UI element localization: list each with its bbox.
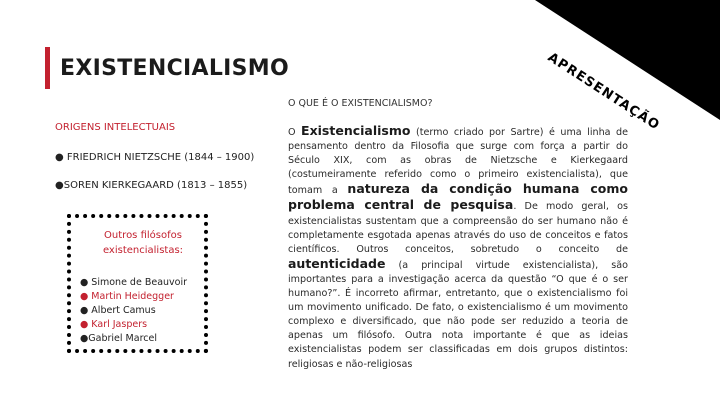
other-philosophers-list	[80, 276, 196, 346]
list-item: ● Martin Heidegger	[80, 291, 174, 302]
text-run: O	[288, 127, 302, 138]
slide-title: EXISTENCIALISMO	[60, 56, 289, 81]
term-existencialismo: Existencialismo	[301, 123, 411, 138]
philosopher-nietzsche: ● FRIEDRICH NIETZSCHE (1844 – 1900)	[55, 152, 255, 163]
text-run: (a principal virtude existencialista), são importantes para a investigação acerca da questão “O que é o ser humano?”. É incorreto afirmar, entretanto, que o existencialismo foi um movimento unificado. De fato, o existencialismo é um movimento complexo e diversificado, que não pode ser reduzido a teoria de apenas um filósofo. Outra nota importante é que as ideias existencialistas podem ser classificadas em dois grupos distintos: religiosas e não-religiosas	[288, 259, 628, 370]
philosopher-kierkegaard: ●SOREN KIERKEGAARD (1813 – 1855)	[55, 180, 248, 191]
list-item: ●Gabriel Marcel	[80, 333, 157, 344]
question-heading: O QUE É O EXISTENCIALISMO?	[288, 98, 433, 109]
box-heading: Outros filósofos existencialistas:	[102, 230, 184, 256]
body-paragraph	[288, 124, 628, 372]
text-run: (termo criado por Sartre) é uma linha de pensamento dentro da Filosofia que surge com força a partir do Século XIX, com as obras de Nietzsche e Kierkegaard (costumeiramente referido como o primeiro existencialista), que tomam a	[288, 127, 629, 197]
list-item: ● Karl Jaspers	[80, 319, 148, 330]
origins-heading: ORIGENS INTELECTUAIS	[55, 122, 176, 133]
other-philosophers-box	[67, 214, 208, 353]
corner-label: APRESENTAÇÃO	[544, 50, 663, 134]
list-item: ● Albert Camus	[80, 305, 156, 316]
text-run: . De modo geral, os existencialistas sustentam que a compreensão do ser humano não é completamente esgotada apenas através do uso de conceitos e fatos científicos. Outros conceitos, sobretudo o conceito de	[288, 201, 628, 255]
list-item: ● Simone de Beauvoir	[80, 277, 188, 288]
term-autenticidade: autenticidade	[288, 255, 386, 271]
title-accent-bar	[45, 47, 50, 89]
term-natureza: natureza da condição humana como problema central de pesquisa	[288, 181, 628, 213]
